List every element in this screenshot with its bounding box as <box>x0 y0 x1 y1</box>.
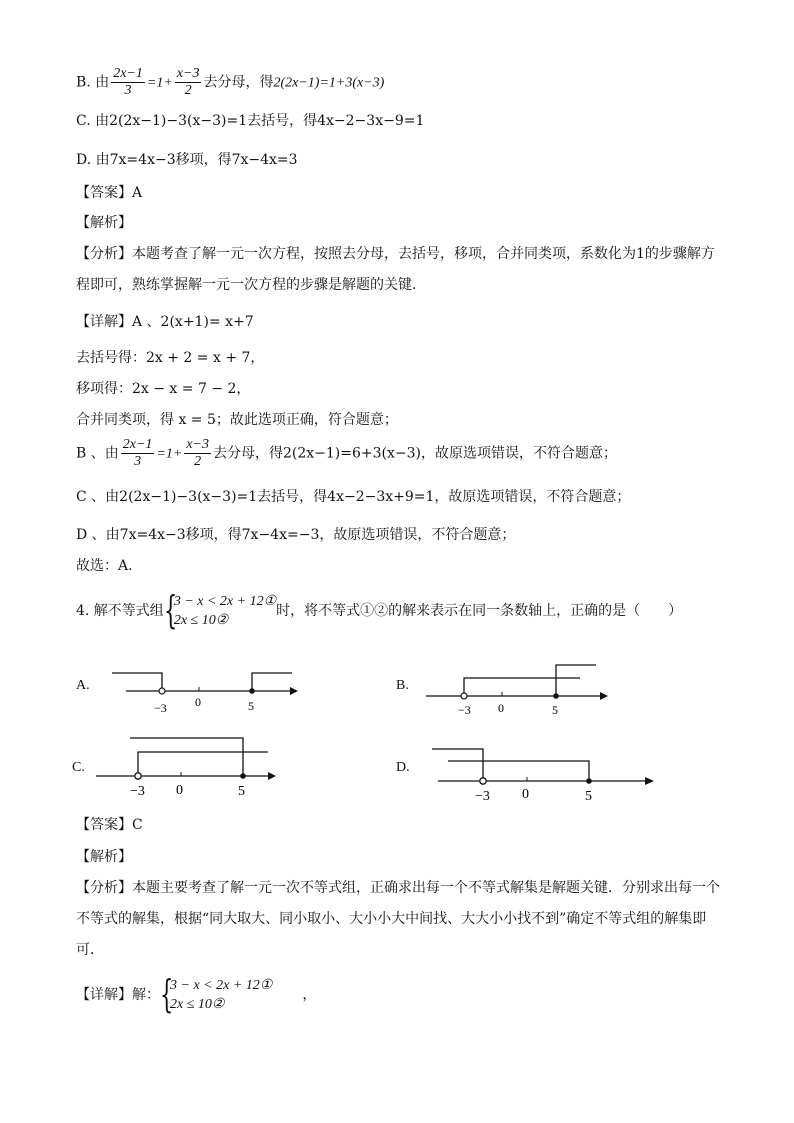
axis-arrow-icon <box>290 687 298 695</box>
figure-d-label: D. <box>396 760 410 775</box>
axis-arrow-icon <box>600 692 608 700</box>
tick-label-5: 5 <box>585 789 592 804</box>
detail-2-inequality-system <box>160 972 273 1016</box>
detail-2-prefix: 【详解】解： <box>76 987 160 1003</box>
tick-label-neg3: −3 <box>475 789 490 804</box>
open-point <box>461 693 467 699</box>
q4-prefix: 4. 解不等式组 <box>76 603 164 619</box>
axis-arrow-icon <box>645 777 654 785</box>
option-b-prefix: B. 由 <box>76 74 110 91</box>
figure-b-number-line <box>420 660 620 720</box>
detail-b-mid: =1+ <box>156 446 183 462</box>
solution-ray-2 <box>556 665 596 696</box>
left-brace-icon: { <box>160 972 174 1016</box>
detail-1-d-line: D 、由7x=4x−3移项，得7x−4x=−3，故原选项错误，不符合题意； <box>76 527 516 543</box>
open-point <box>159 688 165 694</box>
solution-ray-2 <box>252 673 292 691</box>
option-b-frac2 <box>175 66 202 99</box>
answer-1: 【答案】A <box>76 185 143 201</box>
detail-b-frac2 <box>184 437 211 470</box>
solution-ray-1 <box>464 678 580 696</box>
solution-ray-2 <box>448 761 589 781</box>
analysis-2-text-1: 【分析】本题主要考查了解一元一次不等式组，正确求出每一个不等式解集是解题关键．分别求出每一个 <box>76 880 720 896</box>
figure-a-label: A. <box>76 678 90 693</box>
tick-label-0: 0 <box>498 701 504 715</box>
option-c-line: C. 由2(2x−1)−3(x−3)=1去括号，得4x−2−3x−9=1 <box>76 113 425 129</box>
figure-c-label: C. <box>72 760 85 775</box>
option-d-line: D. 由7x=4x−3移项，得7x−4x=3 <box>76 152 298 168</box>
frac-num: 2x−1 <box>113 66 143 81</box>
frac-den: 2 <box>184 83 192 98</box>
detail-b-prefix: B 、由 <box>76 445 119 462</box>
question-4 <box>76 588 683 632</box>
option-b-mid: =1+ <box>146 75 173 91</box>
axis-arrow-icon <box>268 772 276 780</box>
option-b-line <box>76 66 384 99</box>
analysis-1-text-1: 【分析】本题考查了解一元一次方程，按照去分母，去括号，移项，合并同类项，系数化为1的步骤解方 <box>76 246 715 262</box>
frac-num: 2x−1 <box>122 437 153 452</box>
analysis-2-text-3: 可． <box>76 942 104 958</box>
tick-label-0: 0 <box>176 783 183 798</box>
detail-1-step-3: 合并同类项，得 x = 5；故此选项正确，符合题意； <box>76 412 398 428</box>
figure-d-number-line <box>420 740 660 804</box>
q4-ineq-2: 2x ≤ 10② <box>173 613 229 628</box>
detail-1-head: 【详解】A 、2(x+1)= x+7 <box>76 314 254 330</box>
figure-a-number-line <box>100 660 300 720</box>
closed-point <box>586 778 592 784</box>
answer-2: 【答案】C <box>76 817 143 833</box>
frac-den: 3 <box>134 454 142 469</box>
detail-2-ineq-2: 2x ≤ 10② <box>170 997 225 1012</box>
q4-suffix: 时，将不等式①②的解来表示在同一条数轴上，正确的是（ ） <box>276 603 683 619</box>
analysis-1-title: 【解析】 <box>76 215 132 231</box>
solution-ray-1 <box>432 749 483 781</box>
analysis-2-title: 【解析】 <box>76 849 132 865</box>
tick-label-0: 0 <box>195 695 201 709</box>
closed-point <box>249 688 255 694</box>
choose-1: 故选：A． <box>76 558 143 574</box>
analysis-1-text-2: 程即可，熟练掌握解一元一次方程的步骤是解题的关键． <box>76 277 426 293</box>
detail-2-suffix: ， <box>302 987 317 1003</box>
tick-label-5: 5 <box>238 784 245 798</box>
q4-inequality-system <box>163 588 277 632</box>
tick-label-neg3: −3 <box>130 784 145 798</box>
option-b-result: 2(2x−1)=1+3(x−3) <box>273 75 385 91</box>
q4-ineq-1: 3 − x < 2x + 12① <box>173 594 277 609</box>
closed-point <box>240 773 246 779</box>
detail-b-suffix: 去分母，得2(2x−1)=6+3(x−3)，故原选项错误，不符合题意； <box>213 445 618 462</box>
detail-b-frac1 <box>121 437 155 470</box>
detail-1-step-2: 移项得：2x − x = 7 − 2， <box>76 381 251 397</box>
tick-label-5: 5 <box>552 703 558 717</box>
analysis-2-text-2: 不等式的解集，根据“同大取大、同小取小、大小小大中间找、大大小小找不到”确定不等式组的解集即 <box>76 911 707 927</box>
option-b-suffix: 去分母，得 <box>203 74 274 91</box>
option-b-frac1 <box>111 66 145 99</box>
tick-label-neg3: −3 <box>154 701 167 715</box>
frac-num: x−3 <box>176 66 200 81</box>
solution-ray-1 <box>138 752 268 776</box>
figure-c-number-line <box>92 732 292 798</box>
solution-ray-2 <box>130 738 243 776</box>
figure-b-label: B. <box>396 678 409 693</box>
tick-label-0: 0 <box>522 787 529 802</box>
frac-den: 2 <box>194 454 202 469</box>
tick-label-5: 5 <box>248 699 254 713</box>
open-point <box>135 773 141 779</box>
solution-ray-1 <box>112 673 162 691</box>
left-brace-icon: { <box>163 588 178 632</box>
closed-point <box>553 693 559 699</box>
open-point <box>480 778 486 784</box>
detail-2-ineq-1: 3 − x < 2x + 12① <box>170 978 273 993</box>
frac-num: x−3 <box>186 437 209 452</box>
tick-label-neg3: −3 <box>458 703 471 717</box>
frac-den: 3 <box>124 83 132 98</box>
detail-2 <box>76 972 317 1016</box>
detail-1-c-line: C 、由2(2x−1)−3(x−3)=1去括号，得4x−2−3x+9=1，故原选项错误，不符合题意； <box>76 489 631 505</box>
detail-1-step-1: 去括号得：2x + 2 = x + 7， <box>76 350 265 366</box>
detail-1-b-line <box>76 437 617 470</box>
